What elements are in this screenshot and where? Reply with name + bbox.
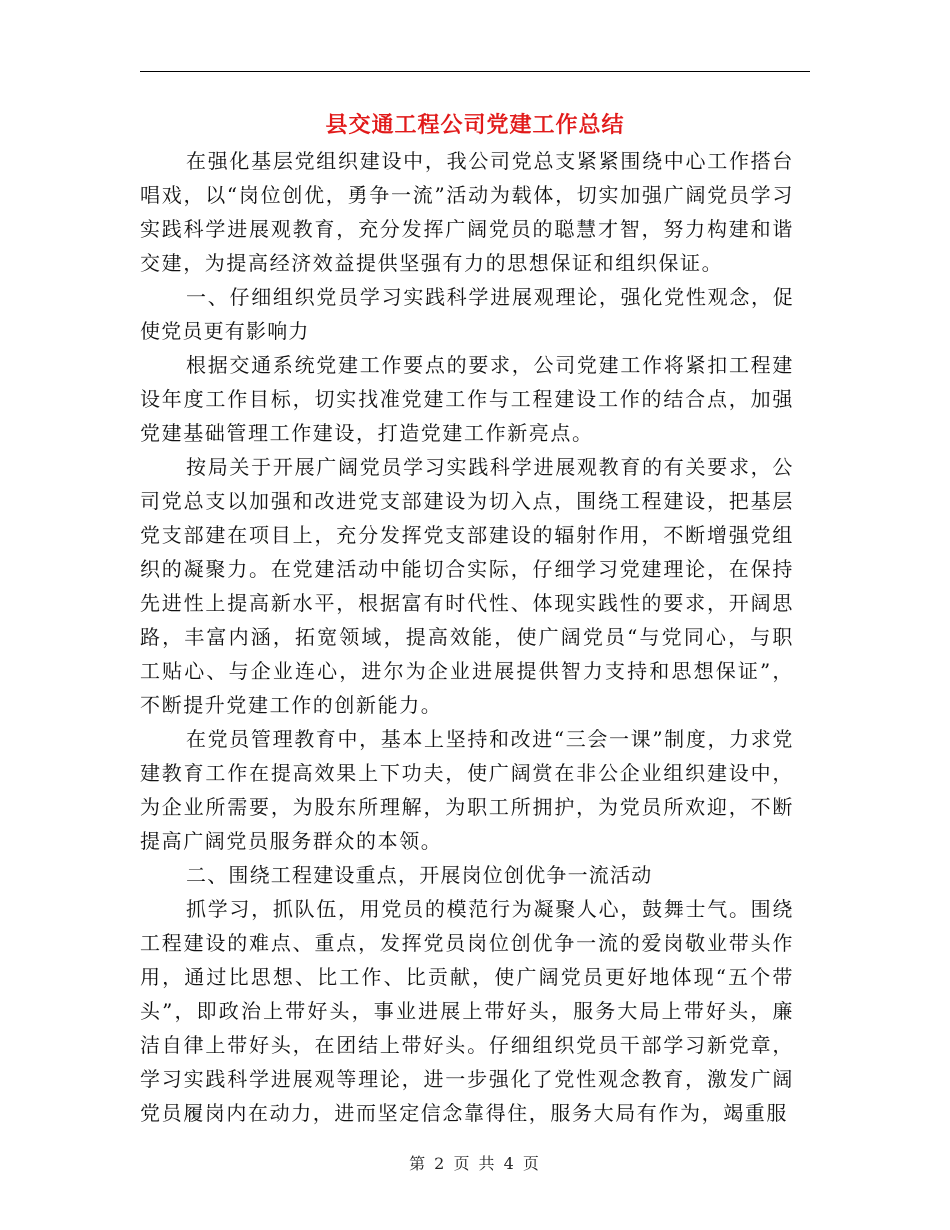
document-title: 县交通工程公司党建工作总结	[325, 113, 625, 138]
section-heading-1: 一、仔细组织党员学习实践科学进展观理论，强化党性观念，促使党员更有影响力	[140, 285, 794, 343]
paragraph: 按局关于开展广阔党员学习实践科学进展观教育的有关要求，公司党总支以加强和改进党支部建设为切入点，围绕工程建设，把基层党支部建在项目上，充分发挥党支部建设的辐射作用，不断增强党组织的凝聚力。在党建活动中能切合实际，仔细学习党建理论，在保持先进性上提高新水平，根据富有时代性、体现实践性的要求，开阔思路，丰富内涵，拓宽领域，提高效能，使广阔党员“与党同心，与职工贴心、与企业连心，进尔为企业进展提供智力支持和思想保证”，不断提升党建工作的创新能力。	[140, 455, 794, 717]
paragraph: 根据交通系统党建工作要点的要求，公司党建工作将紧扣工程建设年度工作目标，切实找准党建工作与工程建设工作的结合点，加强党建基础管理工作建设，打造党建工作新亮点。	[140, 353, 794, 445]
paragraph: 抓学习，抓队伍，用党员的模范行为凝聚人心，鼓舞士气。围绕工程建设的难点、重点，发挥党员岗位创优争一流的爱岗敬业带头作用，通过比思想、比工作、比贡献，使广阔党员更好地体现“五个带头”，即政治上带好头，事业进展上带好头，服务大局上带好头，廉洁自律上带好头，在团结上带好头。仔细组织党员干部学习新党章，学习实践科学进展观等理论，进一步强化了党性观念教育，激发广阔党员履岗内在动力，进而坚定信念靠得住，服务大局有作为，竭重服	[140, 897, 794, 1125]
section-heading-2: 二、围绕工程建设重点，开展岗位创优争一流活动	[186, 863, 653, 887]
header-rule	[140, 71, 810, 72]
page-number-footer: 第 2 页 共 4 页	[409, 1154, 541, 1173]
document-body	[140, 144, 794, 1130]
paragraph-intro: 在强化基层党组织建设中，我公司党总支紧紧围绕中心工作搭台唱戏，以“岗位创优，勇争一流”活动为载体，切实加强广阔党员学习实践科学进展观教育，充分发挥广阔党员的聪慧才智，努力构建和谐交建，为提高经济效益提供坚强有力的思想保证和组织保证。	[140, 149, 794, 275]
paragraph: 在党员管理教育中，基本上坚持和改进“三会一课”制度，力求党建教育工作在提高效果上下功夫，使广阔赏在非公企业组织建设中，为企业所需要，为股东所理解，为职工所拥护，为党员所欢迎，不断提高广阔党员服务群众的本领。	[140, 727, 794, 853]
